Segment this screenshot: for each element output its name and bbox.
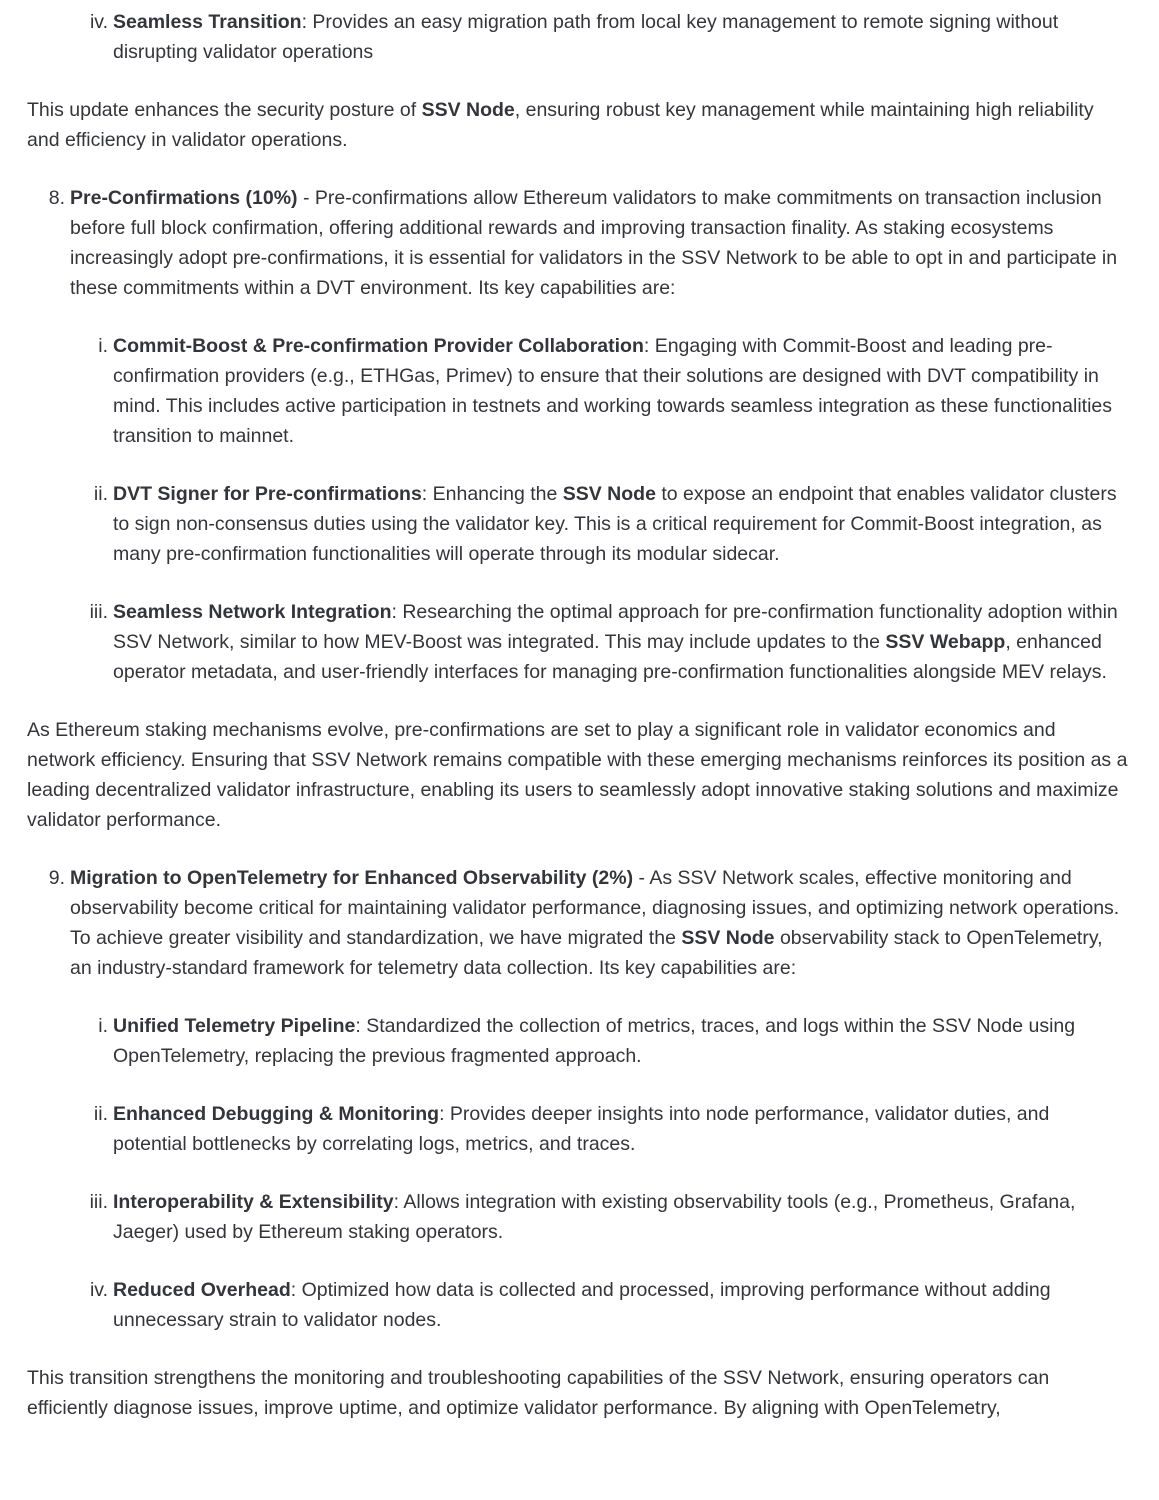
- body-text: , enhanced operator metadata, and user-friendly interfaces for managing pre-confirmation functionalities alongside MEV relays.: [113, 631, 1107, 683]
- list-item-roman: [27, 331, 1128, 451]
- list-marker: 8.: [48, 187, 65, 209]
- list-item-text: [113, 331, 1128, 451]
- list-marker: i.: [98, 335, 108, 357]
- body-text: : Provides deeper insights into node performance, validator duties, and potential bottlenecks by correlating logs, metrics, and traces.: [113, 1103, 1050, 1155]
- bold-text: Enhanced Debugging & Monitoring: [113, 1103, 440, 1125]
- bold-text: Migration to OpenTelemetry for Enhanced Observability (2%): [70, 867, 634, 889]
- list-marker: ii.: [93, 483, 108, 505]
- list-item-text: [113, 1011, 1128, 1071]
- body-text: This update enhances the security posture of: [27, 99, 422, 121]
- bold-text: Reduced Overhead: [113, 1279, 291, 1301]
- list-item-text: [70, 863, 1128, 983]
- list-item-text: [113, 1275, 1128, 1335]
- list-marker: i.: [98, 1015, 108, 1037]
- list-item-numbered: [27, 863, 1128, 983]
- list-marker: iii.: [89, 1191, 108, 1213]
- body-text: : Enhancing the: [421, 483, 563, 505]
- bold-text: SSV Node: [421, 99, 515, 121]
- paragraph: [27, 1363, 1128, 1423]
- list-item-text: [70, 183, 1128, 303]
- body-text: : Optimized how data is collected and processed, improving performance without adding unnecessary strain to validator nodes.: [113, 1279, 1051, 1331]
- bold-text: Seamless Network Integration: [113, 601, 392, 623]
- paragraph: [27, 95, 1128, 155]
- body-text: , ensuring robust key management while maintaining high reliability and efficiency in validator operations.: [27, 99, 1094, 151]
- bold-text: Unified Telemetry Pipeline: [113, 1015, 356, 1037]
- list-item-text: [113, 1099, 1128, 1159]
- list-item-roman: [27, 1275, 1128, 1335]
- bold-text: DVT Signer for Pre-confirmations: [113, 483, 422, 505]
- body-text: : Engaging with Commit-Boost and leading pre-confirmation providers (e.g., ETHGas, Primev) to ensure that their solutions are designed with DVT compatibility in mind. This includes active participation in testnets and working towards seamless integration as these functionalities transition to mainnet.: [113, 335, 1112, 447]
- bold-text: Seamless Transition: [113, 11, 302, 33]
- list-item-text: [113, 479, 1128, 569]
- list-item-roman: [27, 7, 1128, 67]
- body-text: This transition strengthens the monitoring and troubleshooting capabilities of the SSV Network, ensuring operators can efficiently diagnose issues, improve uptime, and optimize validator performance. By aligning with OpenTelemetry,: [27, 1367, 1050, 1419]
- bold-text: SSV Node: [681, 927, 775, 949]
- list-marker: 9.: [48, 867, 65, 889]
- bold-text: Pre-Confirmations (10%): [70, 187, 298, 209]
- list-marker: iii.: [89, 601, 108, 623]
- list-item-roman: [27, 597, 1128, 687]
- body-text: - As SSV Network scales, effective monitoring and observability become critical for maintaining validator performance, diagnosing issues, and optimizing network operations. To achieve greater visibility and standardization, we have migrated the: [70, 867, 1120, 949]
- paragraph: [27, 715, 1128, 835]
- bold-text: SSV Webapp: [885, 631, 1006, 653]
- body-text: : Researching the optimal approach for pre-confirmation functionality adoption within SSV Network, similar to how MEV-Boost was integrated. This may include updates to the: [113, 601, 1118, 653]
- list-item-roman: [27, 479, 1128, 569]
- list-marker: iv.: [89, 1279, 108, 1301]
- list-item-roman: [27, 1187, 1128, 1247]
- body-text: - Pre-confirmations allow Ethereum validators to make commitments on transaction inclusion before full block confirmation, offering additional rewards and improving transaction finality. As staking ecosystems increasingly adopt pre-confirmations, it is essential for validators in the SSV Network to be able to opt in and participate in these commitments within a DVT environment. Its key capabilities are:: [70, 187, 1118, 299]
- list-item-numbered: [27, 183, 1128, 303]
- list-item-text: [113, 597, 1128, 687]
- list-marker: iv.: [89, 11, 108, 33]
- bold-text: Interoperability & Extensibility: [113, 1191, 394, 1213]
- body-text: observability stack to OpenTelemetry, an industry-standard framework for telemetry data collection. Its key capabilities are:: [70, 927, 1103, 979]
- list-marker: ii.: [93, 1103, 108, 1125]
- body-text: to expose an endpoint that enables validator clusters to sign non-consensus duties using the validator key. This is a critical requirement for Commit-Boost integration, as many pre-confirmation functionalities will operate through its modular sidecar.: [113, 483, 1117, 565]
- bold-text: Commit-Boost & Pre-confirmation Provider Collaboration: [113, 335, 644, 357]
- body-text: As Ethereum staking mechanisms evolve, pre-confirmations are set to play a significant role in validator economics and network efficiency. Ensuring that SSV Network remains compatible with these emerging mechanisms reinforces its position as a leading decentralized validator infrastructure, enabling its users to seamlessly adopt innovative staking solutions and maximize validator performance.: [27, 719, 1128, 831]
- list-item-text: [113, 7, 1128, 67]
- body-text: : Allows integration with existing observability tools (e.g., Prometheus, Grafana, Jaeger) used by Ethereum staking operators.: [113, 1191, 1076, 1243]
- list-item-roman: [27, 1099, 1128, 1159]
- list-item-text: [113, 1187, 1128, 1247]
- body-text: : Standardized the collection of metrics, traces, and logs within the SSV Node using OpenTelemetry, replacing the previous fragmented approach.: [113, 1015, 1076, 1067]
- list-item-roman: [27, 1011, 1128, 1071]
- body-text: : Provides an easy migration path from local key management to remote signing without disrupting validator operations: [113, 11, 1059, 63]
- bold-text: SSV Node: [562, 483, 656, 505]
